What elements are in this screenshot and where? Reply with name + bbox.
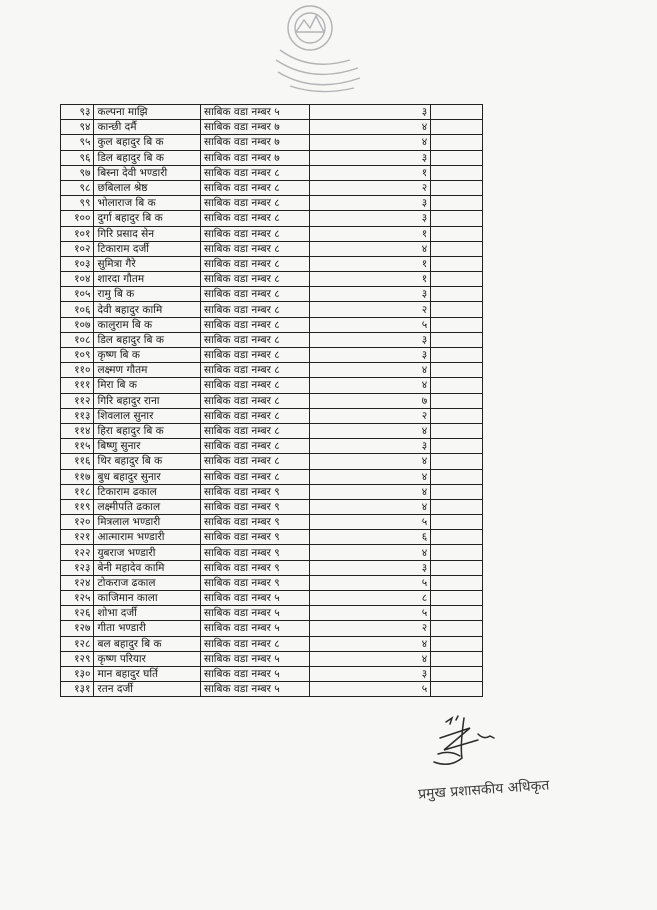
name-cell: शारदा गौतम [94, 272, 201, 287]
blank-cell [431, 666, 483, 681]
table-row [61, 591, 483, 606]
serial-number-cell: १२६ [61, 606, 94, 621]
serial-number-cell: १०० [61, 211, 94, 226]
ward-cell: साबिक वडा नम्बर ७ [200, 135, 309, 150]
blank-cell [431, 621, 483, 636]
name-cell: कृष्ण बि क [94, 348, 201, 363]
table-row [61, 423, 483, 438]
blank-cell [431, 332, 483, 347]
serial-number-cell: ९८ [61, 180, 94, 195]
ward-cell: साबिक वडा नम्बर ८ [200, 302, 309, 317]
name-cell: काजिमान काला [94, 591, 201, 606]
table-row [61, 332, 483, 347]
ward-cell: साबिक वडा नम्बर ५ [200, 682, 309, 697]
serial-number-cell: ९३ [61, 105, 94, 120]
designation-label: प्रमुख प्रशासकीय अधिकृत [417, 777, 550, 803]
ward-cell: साबिक वडा नम्बर ८ [200, 287, 309, 302]
member-count-cell: ५ [309, 317, 431, 332]
serial-number-cell: १३१ [61, 682, 94, 697]
name-cell: कल्पना माझि [94, 105, 201, 120]
member-count-cell: ५ [309, 575, 431, 590]
member-count-cell: ३ [309, 560, 431, 575]
name-cell: दुर्गा बहादुर बि क [94, 211, 201, 226]
table-row [61, 211, 483, 226]
serial-number-cell: १२३ [61, 560, 94, 575]
table-row [61, 165, 483, 180]
serial-number-cell: १०६ [61, 302, 94, 317]
ward-cell: साबिक वडा नम्बर ८ [200, 332, 309, 347]
member-count-cell: ४ [309, 378, 431, 393]
name-cell: गिरि बहादुर राना [94, 393, 201, 408]
table-row [61, 363, 483, 378]
member-count-cell: १ [309, 226, 431, 241]
blank-cell [431, 651, 483, 666]
name-cell: मित्रलाल भण्डारी [94, 515, 201, 530]
name-cell: युबराज भण्डारी [94, 545, 201, 560]
table-row [61, 196, 483, 211]
serial-number-cell: १२८ [61, 636, 94, 651]
table-row [61, 408, 483, 423]
ward-cell: साबिक वडा नम्बर ८ [200, 393, 309, 408]
table-row [61, 180, 483, 195]
member-count-cell: ५ [309, 606, 431, 621]
ward-cell: साबिक वडा नम्बर ९ [200, 499, 309, 514]
blank-cell [431, 423, 483, 438]
table-row [61, 454, 483, 469]
blank-cell [431, 408, 483, 423]
ward-cell: साबिक वडा नम्बर ८ [200, 363, 309, 378]
serial-number-cell: १२२ [61, 545, 94, 560]
ward-cell: साबिक वडा नम्बर ८ [200, 439, 309, 454]
ward-cell: साबिक वडा नम्बर ८ [200, 454, 309, 469]
table-row [61, 256, 483, 271]
blank-cell [431, 606, 483, 621]
member-count-cell: ३ [309, 666, 431, 681]
blank-cell [431, 226, 483, 241]
ward-cell: साबिक वडा नम्बर ८ [200, 196, 309, 211]
member-count-cell: ३ [309, 348, 431, 363]
name-cell: टिकाराम दर्जी [94, 241, 201, 256]
name-cell: भोलाराज बि क [94, 196, 201, 211]
blank-cell [431, 591, 483, 606]
member-count-cell: ३ [309, 439, 431, 454]
table-row [61, 575, 483, 590]
table-row [61, 621, 483, 636]
blank-cell [431, 120, 483, 135]
name-cell: गीता भण्डारी [94, 621, 201, 636]
table-row [61, 120, 483, 135]
ward-cell: साबिक वडा नम्बर ७ [200, 120, 309, 135]
member-count-cell: ६ [309, 530, 431, 545]
name-cell: मिरा बि क [94, 378, 201, 393]
ward-cell: साबिक वडा नम्बर ५ [200, 105, 309, 120]
name-cell: बेनी महादेव कामि [94, 560, 201, 575]
name-cell: लक्ष्मण गौतम [94, 363, 201, 378]
table-row [61, 287, 483, 302]
serial-number-cell: १०४ [61, 272, 94, 287]
name-cell: शिवलाल सुनार [94, 408, 201, 423]
serial-number-cell: १०७ [61, 317, 94, 332]
blank-cell [431, 317, 483, 332]
serial-number-cell: १२७ [61, 621, 94, 636]
table-row [61, 241, 483, 256]
blank-cell [431, 545, 483, 560]
blank-cell [431, 363, 483, 378]
table-row [61, 135, 483, 150]
member-count-cell: ३ [309, 196, 431, 211]
name-cell: डिल बहादुर बि क [94, 150, 201, 165]
ward-cell: साबिक वडा नम्बर ८ [200, 165, 309, 180]
member-count-cell: ४ [309, 484, 431, 499]
member-count-cell: २ [309, 302, 431, 317]
serial-number-cell: ९७ [61, 165, 94, 180]
serial-number-cell: ११५ [61, 439, 94, 454]
table-row [61, 393, 483, 408]
ward-cell: साबिक वडा नम्बर ८ [200, 256, 309, 271]
name-cell: रामु बि क [94, 287, 201, 302]
name-cell: कृष्ण परियार [94, 651, 201, 666]
name-cell: बल बहादुर बि क [94, 636, 201, 651]
ward-cell: साबिक वडा नम्बर ७ [200, 150, 309, 165]
serial-number-cell: १०३ [61, 256, 94, 271]
ward-cell: साबिक वडा नम्बर ८ [200, 211, 309, 226]
name-cell: डिल बहादुर बि क [94, 332, 201, 347]
member-count-cell: ३ [309, 287, 431, 302]
ward-cell: साबिक वडा नम्बर ९ [200, 530, 309, 545]
blank-cell [431, 484, 483, 499]
table-row [61, 484, 483, 499]
serial-number-cell: १२० [61, 515, 94, 530]
ward-cell: साबिक वडा नम्बर ५ [200, 591, 309, 606]
ward-cell: साबिक वडा नम्बर ८ [200, 423, 309, 438]
office-seal-stamp [250, 2, 380, 94]
serial-number-cell: १०८ [61, 332, 94, 347]
name-cell: सुमित्रा गैरे [94, 256, 201, 271]
blank-cell [431, 560, 483, 575]
name-cell: आत्माराम भण्डारी [94, 530, 201, 545]
serial-number-cell: १११ [61, 378, 94, 393]
ward-cell: साबिक वडा नम्बर ९ [200, 560, 309, 575]
table-row [61, 302, 483, 317]
blank-cell [431, 348, 483, 363]
serial-number-cell: ११६ [61, 454, 94, 469]
blank-cell [431, 636, 483, 651]
serial-number-cell: ९४ [61, 120, 94, 135]
ward-cell: साबिक वडा नम्बर ८ [200, 226, 309, 241]
name-cell: रतन दर्जी [94, 682, 201, 697]
table-row [61, 150, 483, 165]
beneficiary-table [60, 104, 483, 697]
member-count-cell: ८ [309, 591, 431, 606]
ward-cell: साबिक वडा नम्बर ९ [200, 484, 309, 499]
blank-cell [431, 393, 483, 408]
ward-cell: साबिक वडा नम्बर ८ [200, 469, 309, 484]
blank-cell [431, 196, 483, 211]
serial-number-cell: १०९ [61, 348, 94, 363]
ward-cell: साबिक वडा नम्बर ८ [200, 636, 309, 651]
ward-cell: साबिक वडा नम्बर ९ [200, 515, 309, 530]
ward-cell: साबिक वडा नम्बर ८ [200, 241, 309, 256]
table-row [61, 469, 483, 484]
member-count-cell: ४ [309, 636, 431, 651]
name-cell: शोभा दर्जी [94, 606, 201, 621]
table-row [61, 606, 483, 621]
name-cell: हिरा बहादुर बि क [94, 423, 201, 438]
name-cell: मान बहादुर घर्ति [94, 666, 201, 681]
member-count-cell: ३ [309, 105, 431, 120]
serial-number-cell: १२९ [61, 651, 94, 666]
ward-cell: साबिक वडा नम्बर ५ [200, 666, 309, 681]
table-row [61, 515, 483, 530]
member-count-cell: १ [309, 256, 431, 271]
ward-cell: साबिक वडा नम्बर ५ [200, 651, 309, 666]
table-row [61, 439, 483, 454]
ward-cell: साबिक वडा नम्बर ८ [200, 180, 309, 195]
name-cell: कान्छी दर्मै [94, 120, 201, 135]
blank-cell [431, 439, 483, 454]
blank-cell [431, 180, 483, 195]
ward-cell: साबिक वडा नम्बर ५ [200, 621, 309, 636]
table-row [61, 378, 483, 393]
ward-cell: साबिक वडा नम्बर ५ [200, 606, 309, 621]
blank-cell [431, 682, 483, 697]
serial-number-cell: ११९ [61, 499, 94, 514]
serial-number-cell: १०५ [61, 287, 94, 302]
table-row [61, 666, 483, 681]
name-cell: कालुराम बि क [94, 317, 201, 332]
blank-cell [431, 575, 483, 590]
member-count-cell: ४ [309, 454, 431, 469]
serial-number-cell: १२४ [61, 575, 94, 590]
table-row [61, 682, 483, 697]
member-count-cell: ३ [309, 150, 431, 165]
table-row [61, 560, 483, 575]
name-cell: देवी बहादुर कामि [94, 302, 201, 317]
blank-cell [431, 469, 483, 484]
serial-number-cell: ११२ [61, 393, 94, 408]
member-count-cell: १ [309, 165, 431, 180]
table-row [61, 499, 483, 514]
member-count-cell: ३ [309, 211, 431, 226]
name-cell: थिर बहादुर बि क [94, 454, 201, 469]
serial-number-cell: ११७ [61, 469, 94, 484]
member-count-cell: २ [309, 621, 431, 636]
blank-cell [431, 454, 483, 469]
serial-number-cell: ९९ [61, 196, 94, 211]
blank-cell [431, 287, 483, 302]
member-count-cell: ४ [309, 135, 431, 150]
member-count-cell: ४ [309, 363, 431, 378]
blank-cell [431, 272, 483, 287]
serial-number-cell: ९६ [61, 150, 94, 165]
member-count-cell: ४ [309, 545, 431, 560]
name-cell: लक्ष्मीपति ढकाल [94, 499, 201, 514]
blank-cell [431, 378, 483, 393]
blank-cell [431, 241, 483, 256]
blank-cell [431, 135, 483, 150]
serial-number-cell: ९५ [61, 135, 94, 150]
table-row [61, 636, 483, 651]
ward-cell: साबिक वडा नम्बर ८ [200, 317, 309, 332]
table-row [61, 226, 483, 241]
member-count-cell: ५ [309, 682, 431, 697]
name-cell: टोकराज ढकाल [94, 575, 201, 590]
serial-number-cell: १०१ [61, 226, 94, 241]
table-row [61, 348, 483, 363]
blank-cell [431, 515, 483, 530]
name-cell: बिस्ना देवी भण्डारी [94, 165, 201, 180]
serial-number-cell: १०२ [61, 241, 94, 256]
serial-number-cell: ११४ [61, 423, 94, 438]
serial-number-cell: ११० [61, 363, 94, 378]
name-cell: बिष्णु सुनार [94, 439, 201, 454]
blank-cell [431, 256, 483, 271]
member-count-cell: ४ [309, 423, 431, 438]
ward-cell: साबिक वडा नम्बर ८ [200, 348, 309, 363]
table-body [61, 105, 483, 697]
serial-number-cell: ११८ [61, 484, 94, 499]
blank-cell [431, 150, 483, 165]
member-count-cell: २ [309, 180, 431, 195]
table-row [61, 651, 483, 666]
ward-cell: साबिक वडा नम्बर ८ [200, 408, 309, 423]
member-count-cell: २ [309, 408, 431, 423]
serial-number-cell: १३० [61, 666, 94, 681]
ward-cell: साबिक वडा नम्बर ८ [200, 378, 309, 393]
name-cell: बुध बहादुर सुनार [94, 469, 201, 484]
table-row [61, 272, 483, 287]
ward-cell: साबिक वडा नम्बर ९ [200, 545, 309, 560]
blank-cell [431, 499, 483, 514]
member-count-cell: ५ [309, 515, 431, 530]
blank-cell [431, 165, 483, 180]
name-cell: गिरि प्रसाद सेन [94, 226, 201, 241]
blank-cell [431, 302, 483, 317]
blank-cell [431, 530, 483, 545]
table-row [61, 545, 483, 560]
table-row [61, 105, 483, 120]
member-count-cell: ४ [309, 241, 431, 256]
member-count-cell: ७ [309, 393, 431, 408]
member-count-cell: ४ [309, 469, 431, 484]
handwritten-signature [420, 710, 510, 780]
serial-number-cell: १२१ [61, 530, 94, 545]
member-count-cell: ४ [309, 651, 431, 666]
member-count-cell: ४ [309, 120, 431, 135]
serial-number-cell: १२५ [61, 591, 94, 606]
name-cell: छबिलाल श्रेष्ठ [94, 180, 201, 195]
blank-cell [431, 211, 483, 226]
ward-cell: साबिक वडा नम्बर ८ [200, 272, 309, 287]
member-count-cell: ४ [309, 499, 431, 514]
name-cell: कुल बहादुर बि क [94, 135, 201, 150]
table-row [61, 530, 483, 545]
member-count-cell: १ [309, 272, 431, 287]
name-cell: टिकाराम ढकाल [94, 484, 201, 499]
serial-number-cell: ११३ [61, 408, 94, 423]
member-count-cell: ३ [309, 332, 431, 347]
blank-cell [431, 105, 483, 120]
table-row [61, 317, 483, 332]
ward-cell: साबिक वडा नम्बर ९ [200, 575, 309, 590]
